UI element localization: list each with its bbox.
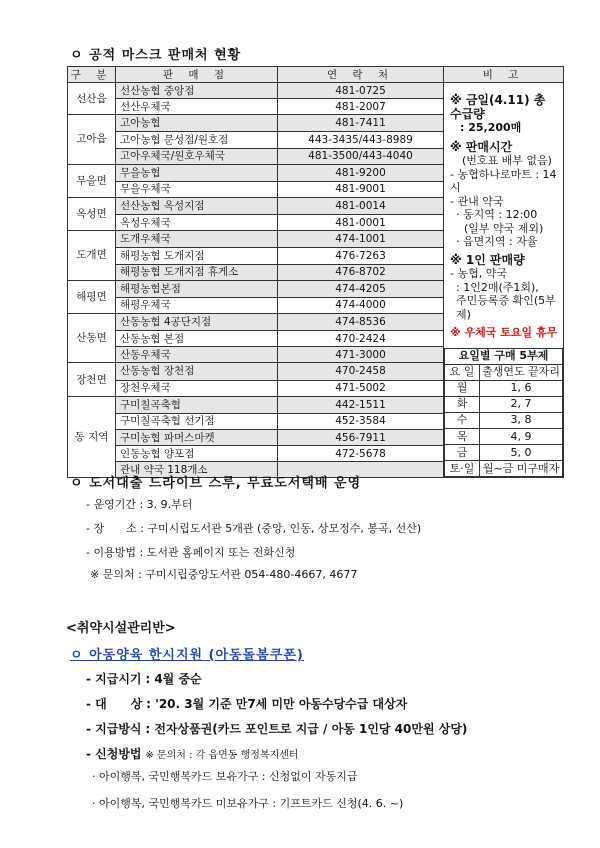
store-cell: 산동농협 본점 [116,331,278,347]
vulnerable-item [86,670,202,687]
contact-cell: 481-9200 [278,164,444,181]
hours-line: (일부 약국 제외) [464,221,544,235]
item-value: : 도서관 홈페이지 또는 전화신청 [139,546,296,559]
library-contact: ※ 문의처 : 구미시립중앙도서관 054-480-4667, 4677 [90,568,358,581]
weekday-row [445,461,563,477]
store-cell: 구미칠곡축협 선기점 [116,413,278,429]
store-cell: 해평농협본점 [116,280,278,297]
store-cell: 구미농협 파머스마켓 [116,429,278,445]
vulnerable-item [86,720,467,737]
contact-cell: 481-3500/443-4040 [278,148,444,164]
contact-cell: 443-3435/443-8989 [278,132,444,148]
contact-cell: 481-9001 [278,181,444,197]
item-label: - 지급방식 [86,722,142,736]
store-cell: 해평농협 도개지점 휴게소 [116,264,278,280]
item-value: : 전자상품권(카드 포인트로 지급 / 아동 1인당 40만원 상당) [145,722,468,736]
vulnerable-sub-item: · 아이행복, 국민행복카드 미보유가구 : 기프트카드 신청(4. 6. ~) [92,797,404,810]
contact-cell: 470-2424 [278,331,444,347]
store-cell: 무을농협 [116,164,278,181]
store-cell: 옥성우체국 [116,215,278,231]
weekday-day: 목 [445,428,480,444]
weekday-row [445,396,563,412]
hours-line: · 읍면지역 : 자율 [456,235,538,248]
contact-cell: 442-1511 [278,396,444,413]
mask-store-table [67,66,564,478]
region-cell: 동 지역 [68,396,116,478]
item-value: ※ 문의처 : 각 읍면동 행정복지센터 [145,750,299,761]
region-cell: 옥성면 [68,197,116,230]
item-label: - 지급시기 [86,672,142,686]
header-store: 판 매 점 [116,67,278,83]
note-cell [444,83,564,478]
limit-label: ※ 1인 판매량 [450,252,525,267]
contact-cell: 481-0725 [278,83,444,99]
contact-cell: 476-8702 [278,264,444,280]
weekday-title: 요일별 구매 5부제 [445,348,563,364]
contact-cell: 471-5002 [278,380,444,396]
weekday-digits: 5, 0 [480,445,563,461]
store-cell: 고아농협 [116,115,278,132]
region-cell: 고아읍 [68,115,116,164]
note-text [444,83,563,342]
weekday-table [444,348,563,478]
contact-cell: 481-7411 [278,115,444,132]
contact-cell: 470-2458 [278,363,444,380]
weekday-day: 금 [445,445,480,461]
store-cell: 장천우체국 [116,380,278,396]
store-cell: 인동농협 양포점 [116,446,278,462]
item-label: - 이용방법 [86,546,136,559]
supply-label: ※ 금일(4.11) 총 수급량 [450,93,546,121]
store-cell: 선산우체국 [116,99,278,115]
weekday-row [445,380,563,396]
item-value: : 4월 중순 [145,672,202,686]
contact-cell: 481-2007 [278,99,444,115]
weekday-day: 토·일 [445,461,480,477]
store-cell: 구미칠곡축협 [116,396,278,413]
item-label: - 운영기간 [86,498,136,511]
hours-line: · 동지역 : 12:00 [456,208,538,221]
child-care-title-text: ㅇ 아동양육 한시지원 (아동돌봄쿠폰) [70,648,304,663]
contact-cell: 474-1001 [278,231,444,248]
header-contact: 연 락 처 [278,67,444,83]
contact-cell: 476-7263 [278,248,444,264]
weekday-digits: 4, 9 [480,428,563,444]
contact-cell: 474-4205 [278,280,444,297]
limit-line: - 농협, 약국 [450,267,507,280]
store-cell: 무을우체국 [116,181,278,197]
hours-sub: (번호표 배부 없음) [462,154,552,167]
item-value: : '20. 3월 기준 만7세 미만 아동수당수급 대상자 [146,697,408,711]
store-cell: 해평우체국 [116,297,278,313]
item-label: - 장 소 [86,522,137,535]
mask-section-title: ㅇ 공적 마스크 판매처 현황 [70,48,242,63]
store-cell: 산동우체국 [116,347,278,363]
weekday-day: 수 [445,412,480,428]
contact-cell: 471-3000 [278,347,444,363]
weekday-day: 화 [445,396,480,412]
contact-cell: 474-4000 [278,297,444,313]
item-label: - 신청방법 [86,747,142,761]
vulnerable-item [86,745,299,762]
header-region: 구 분 [68,67,116,83]
weekday-row [445,445,563,461]
weekday-row [445,428,563,444]
weekday-digits: 2, 7 [480,396,563,412]
hours-line: - 관내 약국 [450,194,504,208]
region-cell: 산동면 [68,313,116,362]
hours-label: ※ 판매시간 [450,139,513,154]
supply-value: : 25,200매 [460,121,522,134]
weekday-day: 월 [445,380,480,396]
vulnerable-item [86,695,407,712]
weekday-row [445,412,563,428]
region-cell: 해평면 [68,280,116,313]
header-note: 비 고 [444,67,564,83]
weekday-digits: 3, 8 [480,412,563,428]
region-cell: 장천면 [68,363,116,396]
table-header-row [68,67,564,83]
weekday-col-day: 요 일 [445,364,480,380]
contact-cell: 452-3584 [278,413,444,429]
vulnerable-heading: <취약시설관리반> [66,621,176,636]
store-cell: 도개우체국 [116,231,278,248]
region-cell: 선산읍 [68,83,116,115]
limit-line: : 1인2매(주1회), [456,280,539,294]
hours-line: - 농협하나로마트 : 14시 [450,167,557,194]
store-cell: 고아농협 문성점/원호점 [116,132,278,148]
store-cell: 고아우체국/원호우체국 [116,148,278,164]
store-cell: 해평농협 도개지점 [116,248,278,264]
weekday-digits: 1, 6 [480,380,563,396]
store-cell: 선산농협 중앙점 [116,83,278,99]
weekday-col-year: 출생연도 끝자리 [480,364,563,380]
store-cell: 산동농협 4공단지점 [116,313,278,330]
contact-cell: 456-7911 [278,429,444,445]
contact-cell: 474-8536 [278,313,444,330]
library-item [86,496,192,512]
weekday-digits: 월~금 미구매자 [480,461,563,477]
limit-line: 주민등록증 확인(5부제) [456,294,556,321]
vulnerable-sub-item: · 아이행복, 국민행복카드 보유가구 : 신청없이 자동지급 [92,770,358,783]
contact-cell: 472-5678 [278,446,444,462]
post-closed-note: ※ 우체국 토요일 휴무 [450,326,558,339]
store-cell: 산동농협 장천점 [116,363,278,380]
library-item [86,544,295,560]
store-cell: 선산농협 옥성지점 [116,197,278,214]
table-row [68,83,564,99]
contact-cell: 481-0001 [278,215,444,231]
contact-cell: 481-0014 [278,197,444,214]
item-value: : 3. 9.부터 [139,498,193,511]
region-cell: 도개면 [68,231,116,280]
region-cell: 무을면 [68,164,116,197]
item-value: : 구미시립도서관 5개관 (중앙, 인동, 상모정수, 봉곡, 선산) [140,522,422,535]
item-label: - 대 상 [86,697,143,711]
library-item [86,520,421,536]
child-care-title [70,644,304,663]
store-cell: 관내 약국 118개소 [116,462,278,478]
library-section-title: ㅇ 도서대출 드라이브 스루, 무료도서택배 운영 [70,476,362,491]
